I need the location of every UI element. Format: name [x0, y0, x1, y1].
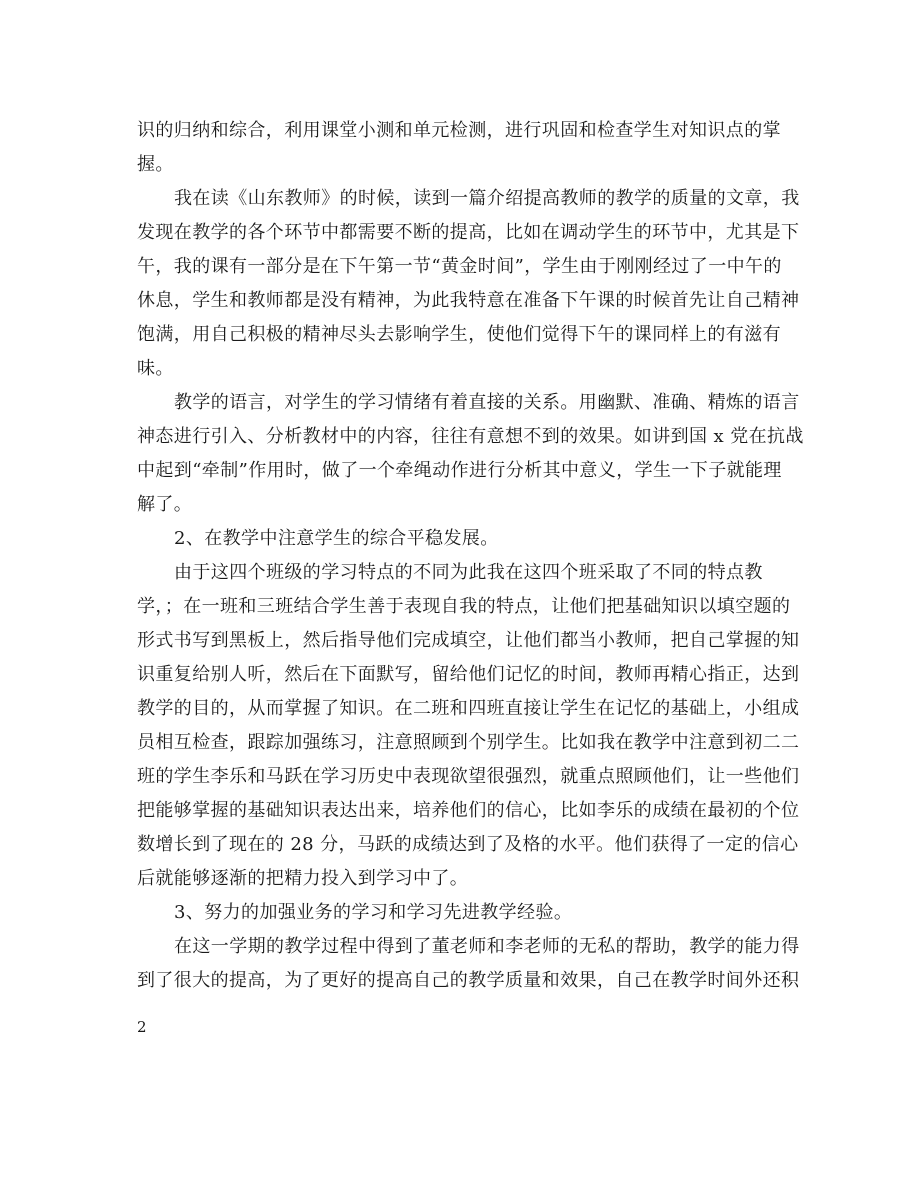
text-line: 3、努力的加强业务的学习和学习先进教学经验。 [174, 902, 573, 923]
text-line: 在这一学期的教学过程中得到了董老师和李老师的无私的帮助，教学的能力得 [174, 936, 800, 957]
text-line: 到了很大的提高，为了更好的提高自己的教学质量和效果，自己在教学时间外还积 [137, 970, 800, 991]
text-line: 形式书写到黑板上，然后指导他们完成填空，让他们都当小教师，把自己掌握的知 [137, 630, 800, 651]
body-text [137, 114, 804, 998]
text-line: 2、在教学中注意学生的综合平稳发展。 [174, 528, 499, 549]
text-line: 教学的目的，从而掌握了知识。在二班和四班直接让学生在记忆的基础上，小组成 [137, 698, 800, 719]
text-line: 味。 [137, 358, 174, 379]
text-line: 由于这四个班级的学习特点的不同为此我在这四个班采取了不同的特点教 [174, 562, 763, 583]
text-line: 中起到“牵制”作用时，做了一个牵绳动作进行分析其中意义，学生一下子就能理 [137, 460, 782, 481]
text-line: 把能够掌握的基础知识表达出来，培养他们的信心，比如李乐的成绩在最初的个位 [137, 800, 800, 821]
text-line: 握。 [137, 154, 174, 175]
text-line: 发现在教学的各个环节中都需要不断的提高，比如在调动学生的环节中，尤其是下 [137, 222, 800, 243]
page-number: 2 [137, 1018, 147, 1036]
text-line: 我在读《山东教师》的时候，读到一篇介绍提高教师的教学的质量的文章，我 [174, 188, 800, 209]
text-line: 教学的语言，对学生的学习情绪有着直接的关系。用幽默、准确、精炼的语言 [174, 392, 800, 413]
text-line: 班的学生李乐和马跃在学习历史中表现欲望很强烈，就重点照顾他们，让一些他们 [137, 766, 800, 787]
text-line: 解了。 [137, 494, 193, 515]
text-line: 休息，学生和教师都是没有精神，为此我特意在准备下午课的时候首先让自己精神 [137, 290, 800, 311]
text-line: 数增长到了现在的 28 分，马跃的成绩达到了及格的水平。他们获得了一定的信心 [137, 834, 799, 855]
text-line: 午，我的课有一部分是在下午第一节“黄金时间”，学生由于刚刚经过了一中午的 [137, 256, 782, 277]
text-line: 饱满，用自己积极的精神尽头去影响学生，使他们觉得下午的课同样上的有滋有 [137, 324, 781, 345]
text-line: 员相互检查，跟踪加强练习，注意照顾到个别学生。比如我在教学中注意到初二二 [137, 732, 800, 753]
text-line: 识重复给别人听，然后在下面默写，留给他们记忆的时间，教师再精心指正，达到 [137, 664, 800, 685]
text-line: 学，；在一班和三班结合学生善于表现自我的特点，让他们把基础知识以填空题的 [137, 596, 791, 617]
text-line: 神态进行引入、分析教材中的内容，往往有意想不到的效果。如讲到国 x 党在抗战 [137, 426, 804, 447]
text-line: 识的归纳和综合，利用课堂小测和单元检测，进行巩固和检查学生对知识点的掌 [137, 120, 781, 141]
text-line: 后就能够逐渐的把精力投入到学习中了。 [137, 868, 469, 889]
